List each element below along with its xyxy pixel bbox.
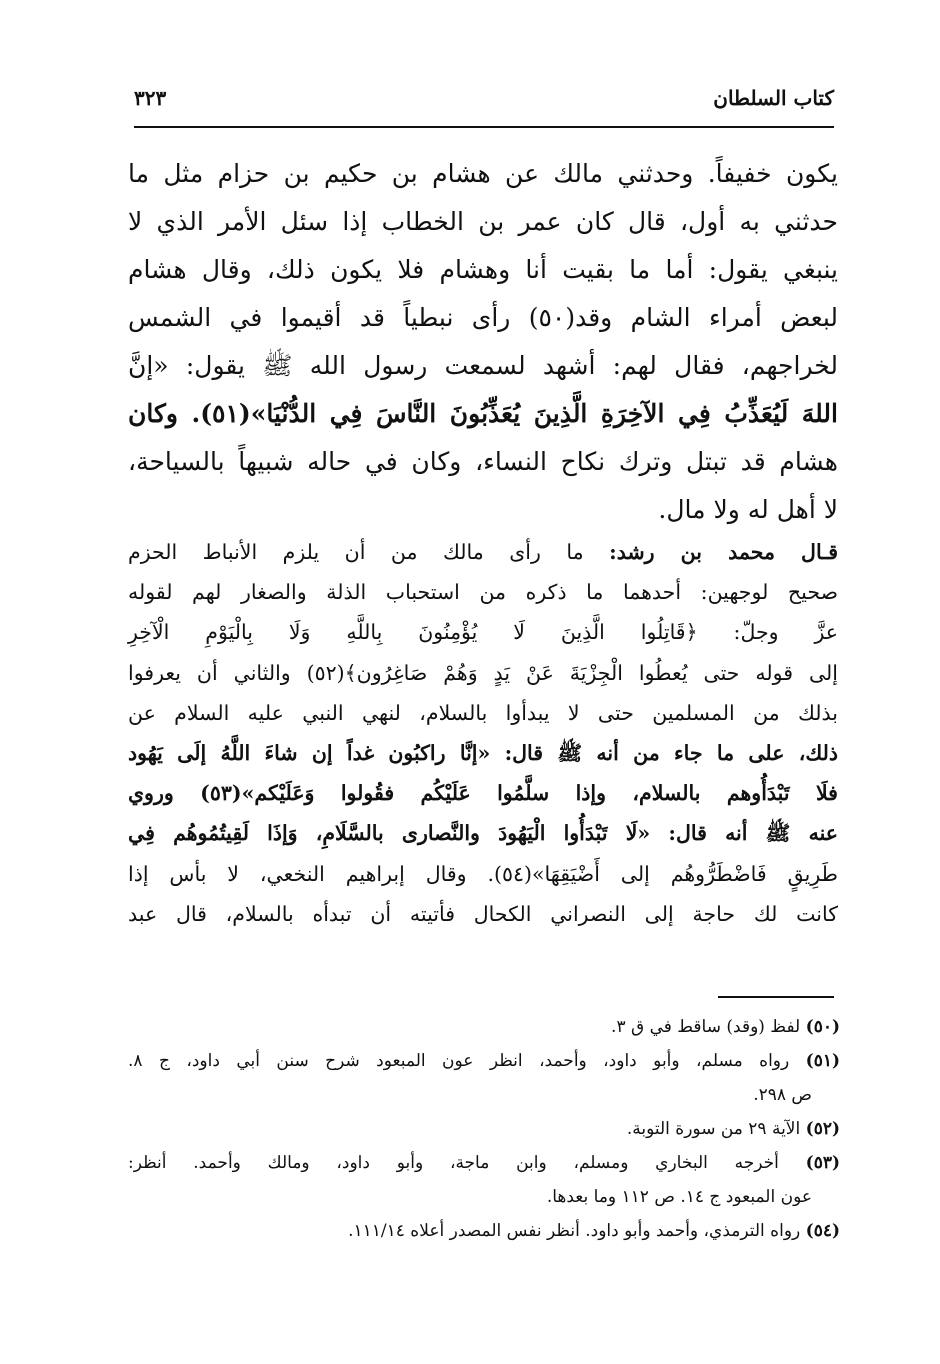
page-number: ٣٢٣ xyxy=(134,86,167,110)
header-rule xyxy=(134,126,834,128)
footnote-text: أخرجه البخاري ومسلم، وابن ماجة، وأبو داود، ومالك وأحمد. أنظر: xyxy=(128,1153,779,1173)
footnote-text: رواه الترمذي، وأحمد وأبو داود. أنظر نفس المصدر أعلاه ١١١/١٤. xyxy=(348,1221,801,1241)
footnote-text: الآية ٢٩ من سورة التوبة. xyxy=(626,1119,801,1139)
footnote-51-cont xyxy=(128,1078,840,1112)
text-line: يكون خفيفاً. وحدثني مالك عن هشام بن حكيم بن حزام مثل ما xyxy=(128,159,838,188)
text-segment: ما رأى مالك من أن يلزم الأنباط الحزم xyxy=(128,540,584,564)
footnote-53 xyxy=(128,1146,840,1180)
footnote-53-cont xyxy=(128,1180,840,1214)
hadith-line: ذلك، على ما جاء من أنه ﷺ قال: «إنَّا راكبُون غداً إن شاءَ اللَّهُ إلَى يَهُود xyxy=(128,740,838,765)
footnote-number: (٥٢) xyxy=(805,1119,840,1139)
text-line: بذلك من المسلمين حتى لا يبدأوا بالسلام، لنهي النبي عليه السلام عن xyxy=(128,700,838,725)
footnote-51 xyxy=(128,1044,840,1078)
footnotes xyxy=(128,1010,840,1248)
footnote-number: (٥٠) xyxy=(805,1017,840,1037)
footnote-rule xyxy=(718,996,834,998)
footnote-number: (٥٣) xyxy=(805,1153,841,1173)
text-line: كانت لك حاجة إلى النصراني الكحال فأتيته أن تبدأه بالسلام، قال عبد xyxy=(128,901,838,926)
book-title: كتاب السلطان xyxy=(713,86,834,110)
footnote-number: (٥١) xyxy=(805,1051,841,1071)
footnote-50 xyxy=(128,1010,840,1044)
footnote-52 xyxy=(128,1112,840,1146)
hadith-line: عنه ﷺ أنه قال: «لَا تَبْدَأُوا الْيَهُودَ والنَّصارى بالسَّلَامِ، وَإذَا لَقِيتُمُوهُم فِي xyxy=(128,821,838,846)
text-line: هشام قد تبتل وترك نكاح النساء، وكان في حاله شبيهاً بالسياحة، xyxy=(128,447,838,476)
text-line: طَرِيقٍ فَاضْطَرُّوهُم إلى أَضْيَقِهَا»(٥٤). وقال إبراهيم النخعي، لا بأس إذا xyxy=(128,861,838,886)
commentator-name: قـال محمد بن رشد: xyxy=(609,540,838,564)
text-line: لبعض أمراء الشام وقد(٥٠) رأى نبطياً قد أقيموا في الشمس xyxy=(128,303,838,332)
text-line: حدثني به أول، قال كان عمر بن الخطاب إذا سئل الأمر الذي لا xyxy=(128,207,838,236)
paragraph-1 xyxy=(128,150,838,534)
text-line-lead xyxy=(128,532,838,572)
paragraph-2 xyxy=(128,532,838,934)
text-line: ينبغي يقول: أما ما بقيت أنا وهشام فلا يكون ذلك، وقال هشام xyxy=(128,255,838,284)
text-line: صحيح لوجهين: أحدهما ما ذكره من استحباب الذلة والصغار لهم لقوله xyxy=(128,580,838,605)
quran-line: عزَّ وجلّ: ﴿قَاتِلُوا الَّذِينَ لَا يُؤْمِنُونَ بِاللَّهِ وَلَا بِالْيَوْمِ الْآخِرِ xyxy=(128,620,838,645)
quran-line: إلى قوله حتى يُعطُوا الْجِزْيَةَ عَنْ يَدٍ وَهُمْ صَاغِرُون﴾(٥٢) والثاني أن يعرفوا xyxy=(128,660,838,685)
hadith-line: فلَا تَبْدَأُوهم بالسلام، وإذا سلَّمُوا عَلَيْكُم فقُولوا وَعَلَيْكم»(٥٣) وروي xyxy=(128,781,838,806)
footnote-text: رواه مسلم، وأبو داود، وأحمد، انظر عون المبعود شرح سنن أبي داود، ج ٨. xyxy=(128,1051,790,1071)
text-line: لخراجهم، فقال لهم: أشهد لسمعت رسول الله ﷺ يقول: «إنَّ xyxy=(128,351,838,380)
footnote-number: (٥٤) xyxy=(805,1221,840,1241)
footnote-text: عون المبعود ج ١٤. ص ١١٢ وما بعدها. xyxy=(546,1187,812,1207)
footnote-54 xyxy=(128,1214,840,1248)
hadith-line: اللهَ لَيُعَذِّبُ فِي الآخِرَةِ الَّذِينَ يُعَذِّبُونَ النَّاسَ فِي الدُّنْيَا»(٥١). وكان xyxy=(128,399,838,428)
footnote-text: ص ٢٩٨. xyxy=(753,1085,812,1105)
footnote-text: لفظ (وقد) ساقط في ق ٣. xyxy=(611,1017,801,1037)
text-line: لا أهل له ولا مال. xyxy=(658,495,838,524)
running-header xyxy=(134,86,834,122)
